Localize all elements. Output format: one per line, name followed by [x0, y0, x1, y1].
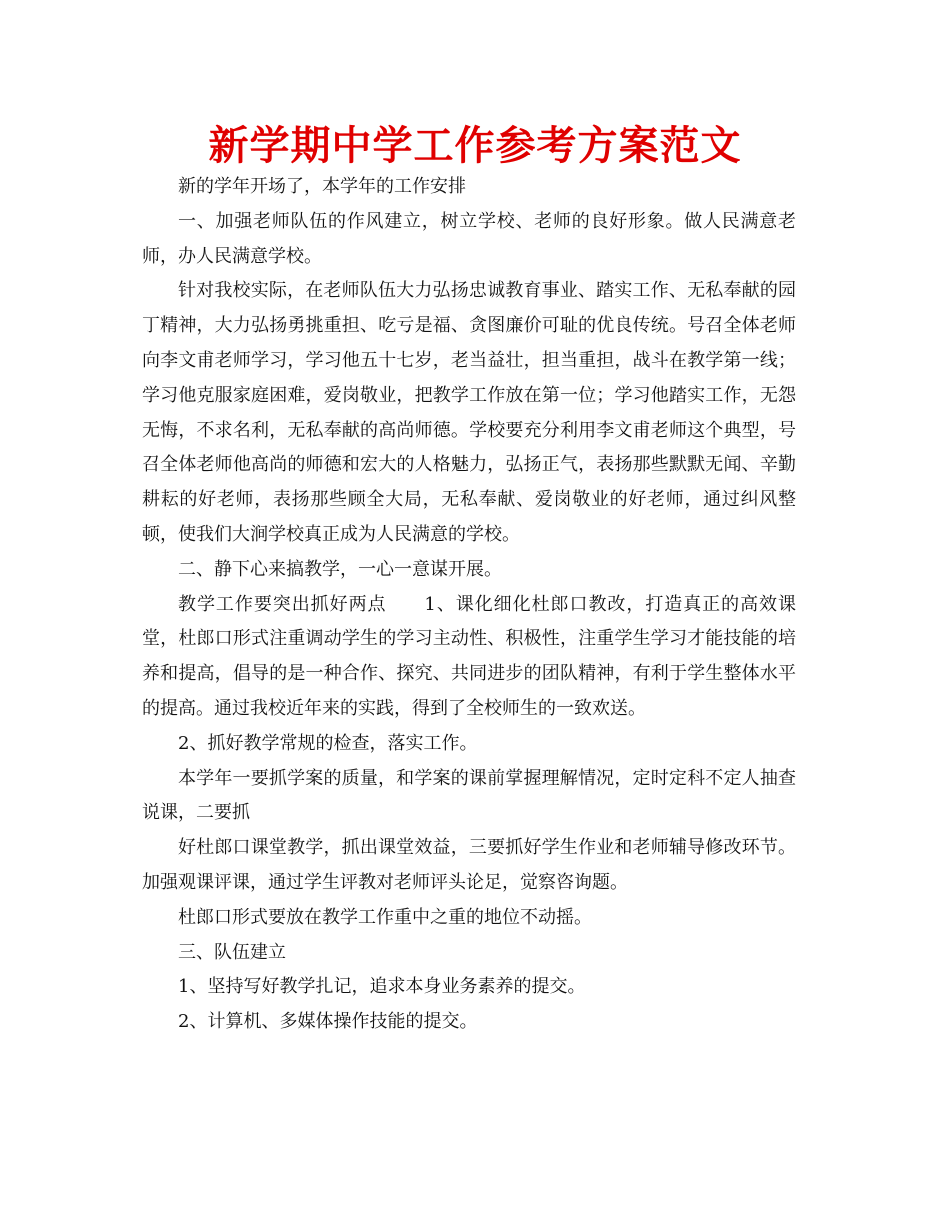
paragraph-intro: 新的学年开场了，本学年的工作安排	[178, 176, 466, 197]
paragraph-section-2-point-1: 教学工作要突出抓好两点 1、课化细化杜郎口教改，打造真正的高效课堂，杜郎口形式注重调动学生的学习主动性、积极性，注重学生学习才能技能的培养和提高，倡导的是一种合作、探究、共同进步的团队精神，有利于学生整体水平的提高。通过我校近年来的实践，得到了全校师生的一致欢送。	[142, 593, 796, 719]
document-title: 新学期中学工作参考方案范文	[208, 122, 742, 169]
paragraph-section-3-point-1: 1、坚持写好教学扎记，追求本身业务素养的提交。	[178, 976, 586, 998]
paragraph-section-1-body: 针对我校实际，在老师队伍大力弘扬忠诚教育事业、踏实工作、无私奉献的园丁精神，大力弘扬勇挑重担、吃亏是福、贪图廉价可耻的优良传统。号召全体老师向李文甫老师学习，学习他五十七岁，老当益壮，担当重担，战斗在教学第一线；学习他克服家庭困难，爱岗敬业，把教学工作放在第一位；学习他踏实工作，无怨无悔，不求名利，无私奉献的高尚师德。学校要充分利用李文甫老师这个典型，号召全体老师他高尚的师德和宏大的人格魅力，弘扬正气，表扬那些默默无闻、辛勤耕耘的好老师，表扬那些顾全大局，无私奉献、爱岗敬业的好老师，通过纠风整顿，使我们大涧学校真正成为人民满意的学校。	[142, 280, 796, 545]
paragraph-section-3-heading: 三、队伍建立	[178, 941, 286, 963]
paragraph-section-2-point-2: 2、抓好教学常规的检查，落实工作。	[178, 732, 478, 754]
paragraph-section-2-heading: 二、静下心来搞教学，一心一意谋开展。	[178, 558, 502, 580]
paragraph-section-3-point-2: 2、计算机、多媒体操作技能的提交。	[178, 1011, 478, 1033]
paragraph-section-2-conclusion: 杜郎口形式要放在教学工作重中之重的地位不动摇。	[178, 906, 592, 928]
paragraph-section-2-plan-cont: 好杜郎口课堂教学，抓出课堂效益，三要抓好学生作业和老师辅导修改环节。加强观课评课，通过学生评教对老师评头论足，觉察咨询题。	[142, 837, 796, 893]
document-body	[142, 170, 796, 1040]
paragraph-section-1-heading: 一、加强老师队伍的作风建立，树立学校、老师的良好形象。做人民满意老师，办人民满意学校。	[142, 210, 796, 267]
paragraph-section-2-plan: 本学年一要抓学案的质量，和学案的课前掌握理解情况，定时定科不定人抽查说课，二要抓	[142, 767, 796, 824]
